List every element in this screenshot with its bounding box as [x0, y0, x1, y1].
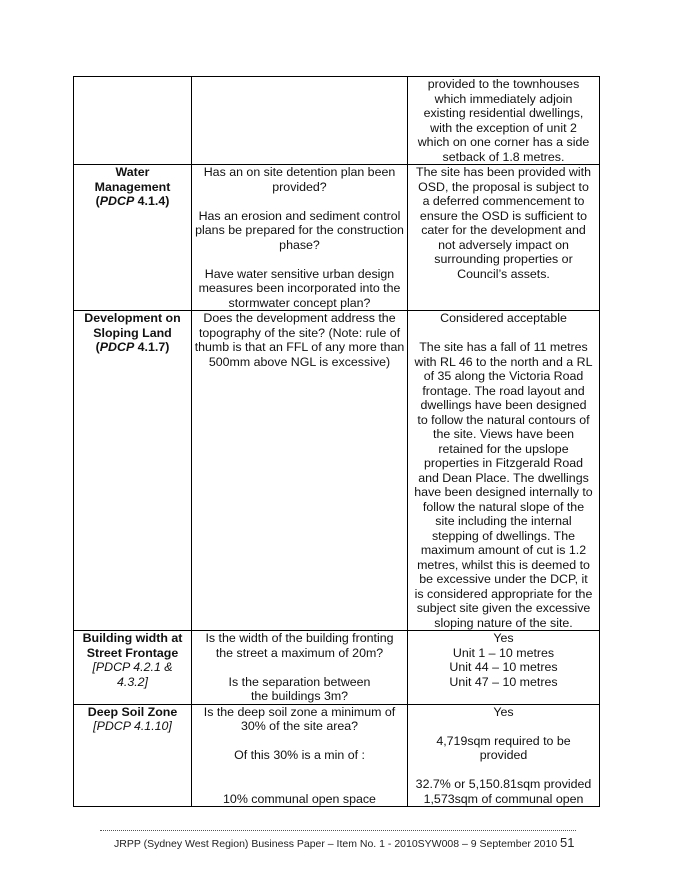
response-text: The site has been provided with OSD, the proposal is subject to a deferred commencement to ensure the OSD is sufficient to cater for the development and not adversely impact on surrounding properties or Council’s assets.: [416, 165, 591, 281]
response-text: Yes Unit 1 – 10 metres Unit 44 – 10 metres Unit 47 – 10 metres: [449, 631, 558, 689]
reference-number: 4.1.4): [134, 194, 170, 208]
question-cell: [192, 311, 408, 631]
response-text: provided to the townhouses which immediately adjoin existing residential dwellings, with the exception of unit 2 which on one corner has a side setback of 1.8 metres.: [417, 77, 590, 164]
reference-code: PDCP: [99, 340, 135, 354]
criterion-cell: [74, 311, 192, 631]
table-row: [74, 631, 600, 705]
footer-text: JRPP (Sydney West Region) Business Paper – Item No. 1 - 2010SYW008 – 9 September 2010: [114, 838, 558, 850]
criterion-reference: [PDCP 4.2.1 & 4.3.2]: [92, 660, 173, 689]
criterion-cell: [74, 77, 192, 165]
reference-prefix: (: [95, 340, 100, 354]
question-cell: [192, 165, 408, 311]
response-cell: [408, 77, 600, 165]
question-cell: [192, 77, 408, 165]
table-row: [74, 165, 600, 311]
table-row: [74, 311, 600, 631]
footer-rule: [100, 830, 576, 831]
response-text: Considered acceptable The site has a fall of 11 metres with RL 46 to the north and a RL of 35 along the Victoria Road frontage. The road layout and dwellings have been designed to follow the natural contours of the site. Views have been retained for the upslope properties in Fitzgerald Road and Dean Place. The dwellings have been designed internally to follow the natural slope of the site including the internal stepping of dwellings. The maximum amount of cut is 1.2 metres, whilst this is deemed to be excessive under the DCP, it is considered appropriate for the subject site given the excessive sloping nature of the site.: [414, 311, 593, 630]
reference-number: 4.1.7): [134, 340, 170, 354]
criterion-cell: [74, 165, 192, 311]
question-cell: [192, 631, 408, 705]
question-text: Is the width of the building fronting the street a maximum of 20m? Is the separation between the buildings 3m?: [205, 631, 394, 703]
criterion-cell: [74, 704, 192, 807]
criterion-reference: [PDCP 4.1.10]: [93, 719, 172, 733]
response-cell: [408, 311, 600, 631]
question-text: Does the development address the topography of the site? (Note: rule of thumb is that an FFL of any more than 500mm above NGL is excessive): [194, 311, 405, 369]
table-row: [74, 77, 600, 165]
page-number: 51: [560, 835, 575, 850]
criterion-title: Deep Soil Zone: [87, 704, 178, 719]
question-cell: [192, 704, 408, 807]
response-cell: [408, 704, 600, 807]
criterion-title: Water Management: [94, 165, 171, 194]
assessment-table: [73, 76, 600, 807]
criterion-title: Building width at Street Frontage: [82, 631, 183, 660]
reference-code: PDCP: [99, 194, 135, 208]
response-text: Yes 4,719sqm required to be provided 32.7% or 5,150.81sqm provided 1,573sqm of communal open: [415, 704, 592, 806]
reference-prefix: (: [95, 194, 100, 208]
question-text: Is the deep soil zone a minimum of 30% of the site area? Of this 30% is a min of : 10% communal open space: [203, 704, 396, 806]
criterion-title: Development on Sloping Land: [84, 311, 181, 340]
question-text: Has an on site detention plan been provided? Has an erosion and sediment control plans be prepared for the construction phase? Have water sensitive urban design measures been incorporated into the stormwater concept plan?: [195, 165, 404, 310]
criterion-reference: [76, 194, 189, 209]
response-cell: [408, 631, 600, 705]
response-cell: [408, 165, 600, 311]
criterion-reference: [76, 340, 189, 355]
table-row: [74, 704, 600, 807]
criterion-cell: [74, 631, 192, 705]
